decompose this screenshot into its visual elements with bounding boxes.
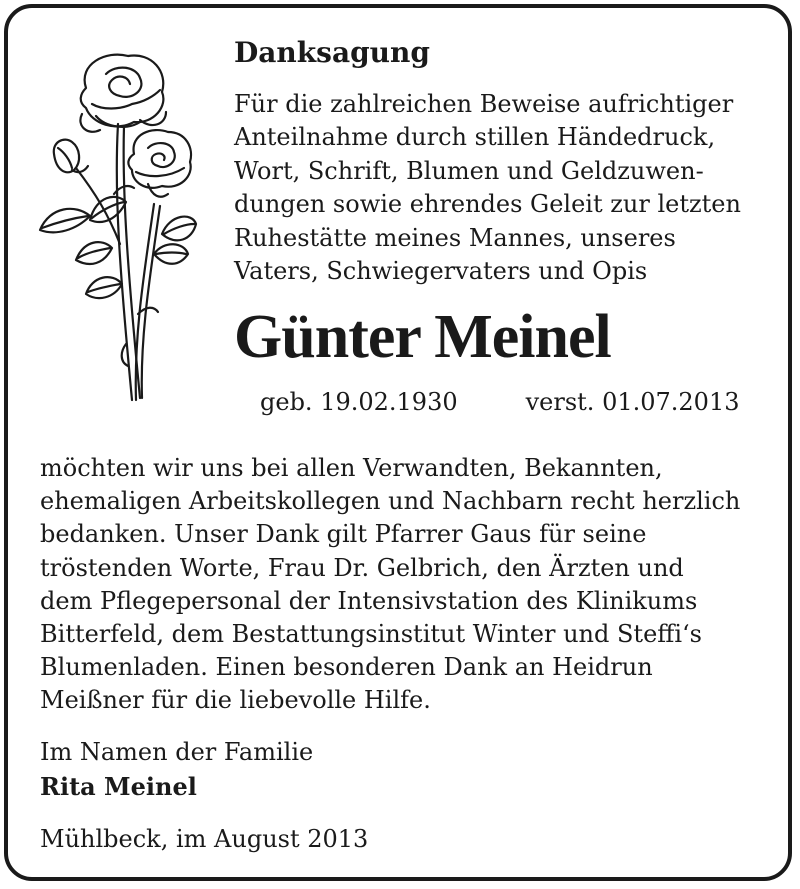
- death-date: verst. 01.07.2013: [525, 388, 740, 416]
- heading: Danksagung: [234, 36, 430, 69]
- family-label: Im Namen der Familie: [40, 738, 314, 766]
- body-line: möchten wir uns bei allen Verwandten, Bekannten,: [40, 454, 663, 482]
- body-line: ehemaligen Arbeitskollegen und Nachbarn recht herzlich: [40, 487, 741, 516]
- intro-line: Ruhestätte meines Mannes, unseres: [234, 223, 676, 252]
- place-date: Mühlbeck, im August 2013: [40, 825, 369, 853]
- intro-line: Wort, Schrift, Blumen und Geldzuwen-: [234, 156, 704, 185]
- intro-line: Vaters, Schwiegervaters und Opis: [234, 257, 648, 286]
- rose-illustration: [36, 44, 206, 406]
- intro-paragraph: [234, 88, 764, 288]
- body-line: Meißner für die liebevolle Hilfe.: [40, 686, 431, 715]
- life-dates: [260, 388, 739, 416]
- thanks-paragraph: [40, 452, 762, 718]
- intro-line: Anteilnahme durch stillen Händedruck,: [234, 123, 716, 152]
- signer-name: Rita Meinel: [40, 772, 197, 801]
- body-line: bedanken. Unser Dank gilt Pfarrer Gaus für seine: [40, 520, 647, 549]
- body-line: Bitterfeld, dem Bestattungsinstitut Winter und Steffi‘s: [40, 620, 702, 649]
- intro-line: dungen sowie ehrendes Geleit zur letzten: [234, 190, 741, 219]
- body-line: Blumenladen. Einen besonderen Dank an Heidrun: [40, 653, 653, 682]
- intro-line: Für die zahlreichen Beweise aufrichtiger: [234, 90, 734, 118]
- body-line: tröstenden Worte, Frau Dr. Gelbrich, den Ärzten und: [40, 553, 684, 582]
- body-line: dem Pflegepersonal der Intensivstation des Klinikums: [40, 586, 698, 615]
- birth-date: geb. 19.02.1930: [260, 388, 458, 416]
- deceased-name: Günter Meinel: [234, 303, 611, 371]
